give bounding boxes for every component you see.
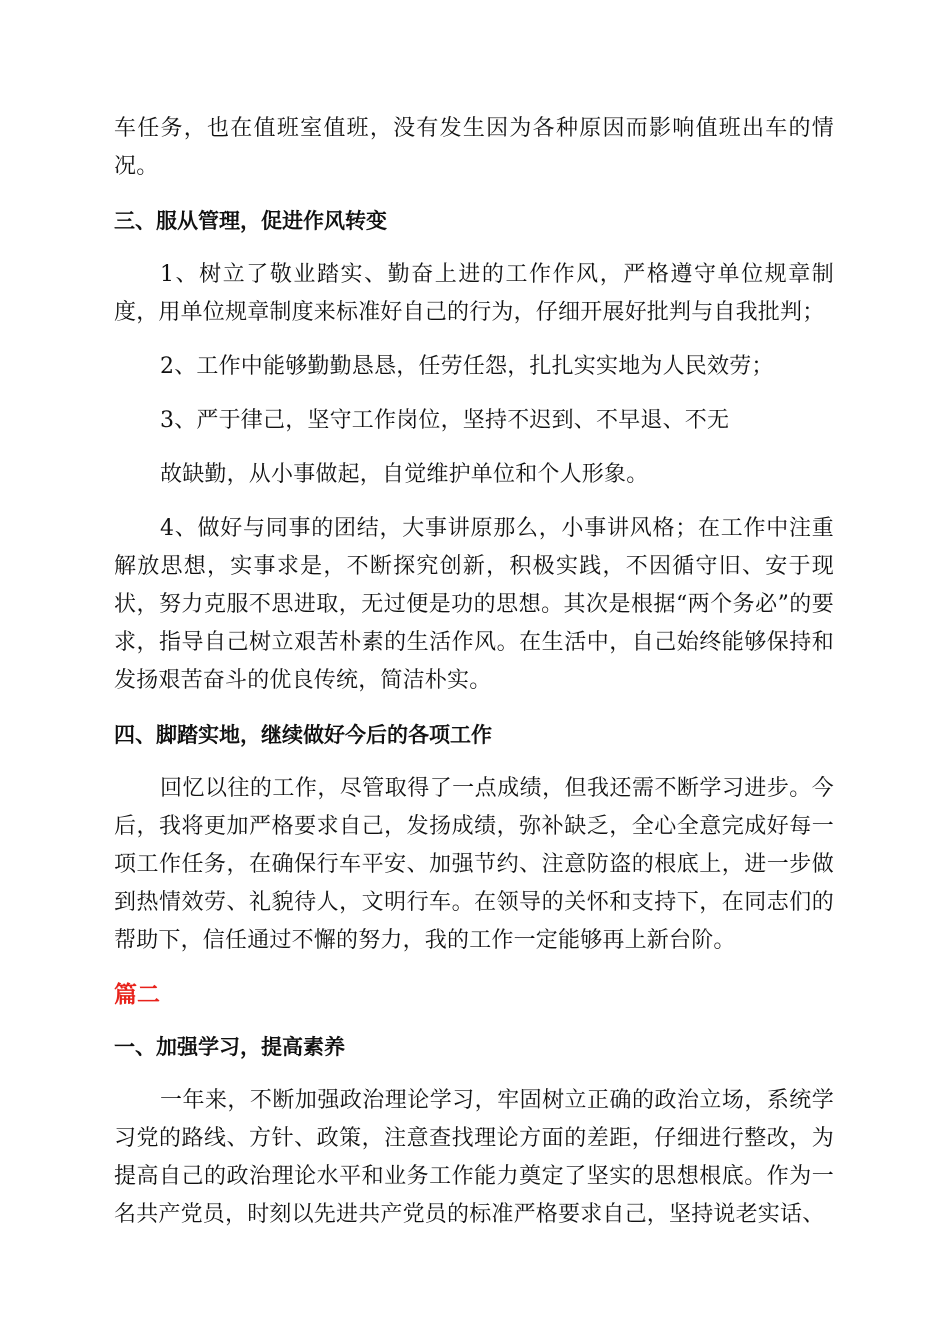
section-heading-3: 三、服从管理，促进作风转变 <box>114 209 387 233</box>
part-two-title: 篇二 <box>114 982 160 1008</box>
document-page <box>114 110 834 1234</box>
item-3-1: 1、树立了敬业踏实、勤奋上进的工作作风，严格遵守单位规章制度，用单位规章制度来标准好自己的行为，仔细开展好批判与自我批判； <box>114 262 834 325</box>
item-3-3-line2: 故缺勤，从小事做起，自觉维护单位和个人形象。 <box>160 462 649 487</box>
item-3-2: 2、工作中能够勤勤恳恳，任劳任怨，扎扎实实地为人民效劳； <box>160 354 774 379</box>
item-3-4: 4、做好与同事的团结，大事讲原那么，小事讲风格；在工作中注重解放思想，实事求是，不断探究创新，积极实践，不因循守旧、安于现状，努力克服不思进取，无过便是功的思想。其次是根据“两个务必”的要求，指导自己树立艰苦朴素的生活作风。在生活中，自己始终能够保持和发扬艰苦奋斗的优良传统，简洁朴实。 <box>114 516 834 693</box>
section-4-paragraph: 回忆以往的工作，尽管取得了一点成绩，但我还需不断学习进步。今后，我将更加严格要求自己，发扬成绩，弥补缺乏，全心全意完成好每一项工作任务，在确保行车平安、加强节约、注意防盗的根底上，进一步做到热情效劳、礼貌待人，文明行车。在领导的关怀和支持下，在同志们的帮助下，信任通过不懈的努力，我的工作一定能够再上新台阶。 <box>114 776 834 953</box>
section-heading-4: 四、脚踏实地，继续做好今后的各项工作 <box>114 723 492 747</box>
intro-paragraph: 车任务，也在值班室值班，没有发生因为各种原因而影响值班出车的情况。 <box>114 116 834 179</box>
section-heading-1: 一、加强学习，提高素养 <box>114 1035 345 1059</box>
item-3-3-line1: 3、严于律己，坚守工作岗位，坚持不迟到、不早退、不无 <box>160 408 730 433</box>
section-1-paragraph: 一年来，不断加强政治理论学习，牢固树立正确的政治立场，系统学习党的路线、方针、政策，注意查找理论方面的差距，仔细进行整改，为提高自己的政治理论水平和业务工作能力奠定了坚实的思想根底。作为一名共产党员，时刻以先进共产党员的标准严格要求自己，坚持说老实话、 <box>114 1088 834 1227</box>
